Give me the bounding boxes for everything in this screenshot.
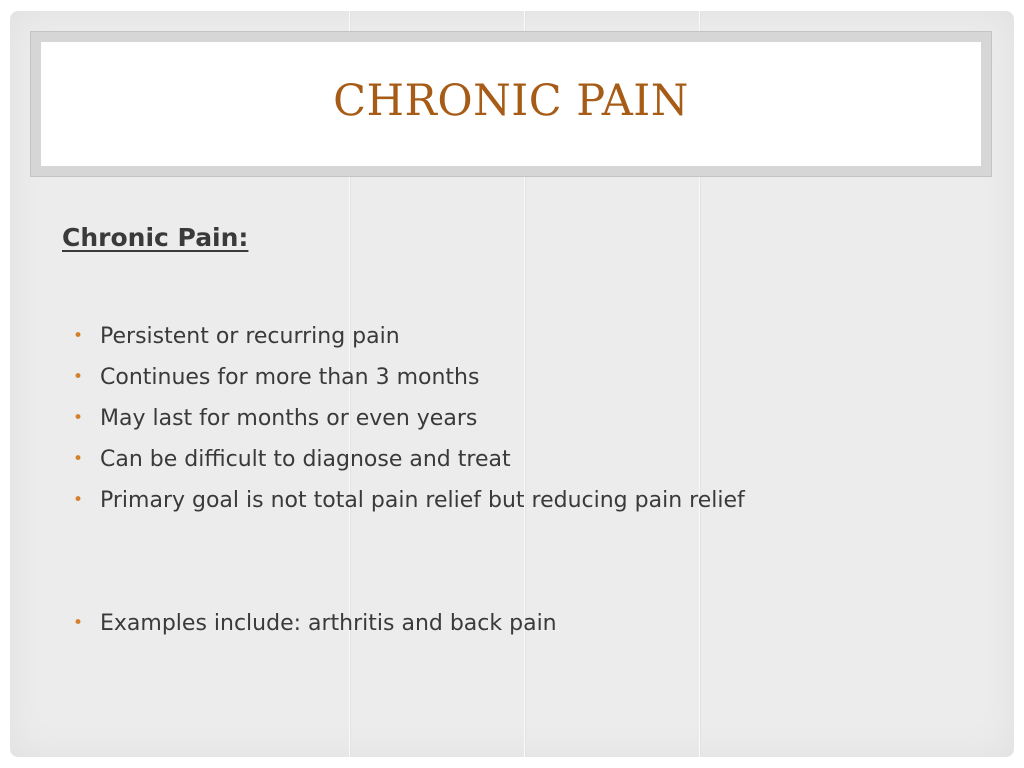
list-item xyxy=(62,357,992,398)
slide-title: CHRONIC PAIN xyxy=(333,76,689,126)
list-item xyxy=(62,316,992,357)
bullet-list xyxy=(62,316,992,644)
section-heading: Chronic Pain: xyxy=(62,223,249,252)
slide xyxy=(10,11,1014,757)
bullet-icon: • xyxy=(73,367,84,387)
bullet-icon: • xyxy=(73,613,84,633)
list-item-text: Examples include: arthritis and back pain xyxy=(100,611,557,636)
bullet-icon: • xyxy=(73,449,84,469)
bullet-icon: • xyxy=(73,408,84,428)
title-frame xyxy=(30,31,992,177)
list-item-text: Primary goal is not total pain relief but reducing pain relief xyxy=(100,488,745,513)
bullet-icon: • xyxy=(73,326,84,346)
list-item-text: May last for months or even years xyxy=(100,406,478,431)
list-item-text: Continues for more than 3 months xyxy=(100,365,480,390)
bullet-icon: • xyxy=(73,490,84,510)
list-item xyxy=(62,603,992,644)
list-item xyxy=(62,398,992,439)
title-box xyxy=(41,42,981,166)
list-item xyxy=(62,439,992,480)
list-item xyxy=(62,480,992,521)
list-item-text: Persistent or recurring pain xyxy=(100,324,400,349)
list-item-text: Can be difficult to diagnose and treat xyxy=(100,447,511,472)
